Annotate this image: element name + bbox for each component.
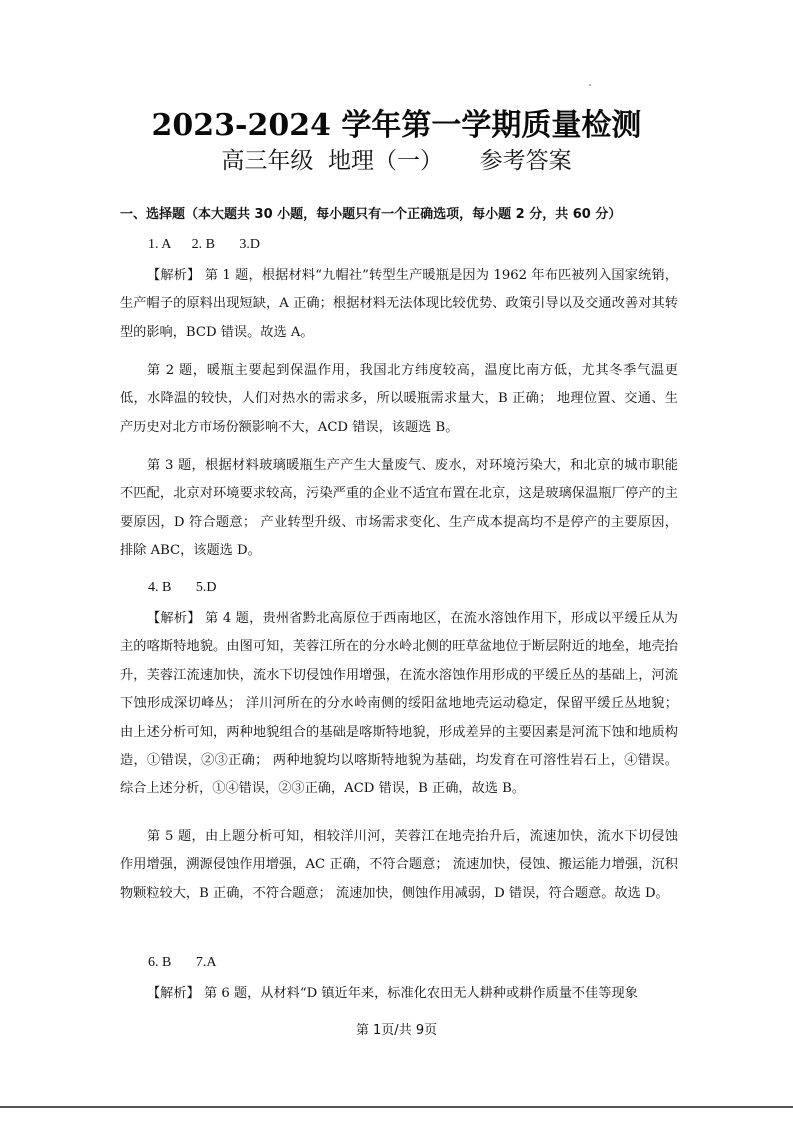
analysis-paragraph bbox=[120, 823, 678, 908]
analysis-paragraph bbox=[120, 357, 678, 442]
analysis-label: 【解析】 bbox=[147, 268, 201, 283]
analysis-paragraph bbox=[120, 605, 678, 804]
section-heading: 一、选择题（本大题共 30 小题，每小题只有一个正确选项，每小题 2 分，共 60 分） bbox=[120, 207, 622, 222]
page-subtitle: 高三年级 地理（一） 参考答案 bbox=[221, 148, 572, 174]
page-bottom-edge bbox=[0, 1106, 793, 1108]
answer-line: 1. A 2. B 3.D bbox=[148, 237, 261, 252]
analysis-label: 【解析】 bbox=[147, 986, 200, 1001]
answer-line: 6. B 7.A bbox=[148, 955, 217, 970]
answer-line: 4. B 5.D bbox=[148, 580, 217, 595]
paragraph-text: 第 2 题，暖瓶主要起到保温作用，我国北方纬度较高，温度比南方低，尤其冬季气温更低，水降温的较快，人们对热水的需求多，所以暖瓶需求量大，B 正确； 地理位置、交通、生产历史对北方市场份额影响不大，ACD 错误，该题选 B。 bbox=[120, 363, 678, 435]
paragraph-text: 第 6 题，从材料“D 镇近年来，标准化农田无人耕种或耕作质量不佳等现象 bbox=[199, 986, 638, 1001]
analysis-paragraph bbox=[120, 452, 678, 566]
scan-speck bbox=[589, 84, 591, 86]
paragraph-text: 第 1 题，根据材料“九帽社”转型生产暖瓶是因为 1962 年布匹被列入国家统销，生产帽子的原料出现短缺，A 正确；根据材料无法体现比较优势、政策引导以及交通改善对其转型的影响，BCD 错误。故选 A。 bbox=[120, 268, 678, 340]
analysis-paragraph bbox=[120, 262, 678, 347]
paragraph-text: 第 4 题，贵州省黔北高原位于西南地区，在流水溶蚀作用下，形成以平缓丘从为主的喀斯特地貌。由图可知，芙蓉江所在的分水岭北侧的旺草盆地位于断层附近的地垒，地壳抬升，芙蓉江流速加快，流水下切侵蚀作用增强，在流水溶蚀作用形成的平缓丘丛的基础上，河流下蚀形成深切峰丛； 洋川河所在的分水岭南侧的绥阳盆地地壳运动稳定，保留平缓丘丛地貌；由上述分析可知，两种地貌组合的基础是喀斯特地貌，形成差异的主要因素是河流下蚀和地质构造，①错误，②③正确； 两种地貌均以喀斯特地貌为基础，均发育在可溶性岩石上，④错误。综合上述分析，①④错误，②③正确，ACD 错误，B 正确，故选 B。 bbox=[120, 611, 678, 797]
page-title: 2023-2024 学年第一学期质量检测 bbox=[151, 108, 642, 143]
analysis-paragraph bbox=[120, 980, 678, 1008]
page-number: 第 1页/共 9页 bbox=[355, 1023, 438, 1038]
paragraph-text: 第 3 题，根据材料玻璃暖瓶生产产生大量废气、废水，对环境污染大，和北京的城市职能不匹配，北京对环境要求较高，污染严重的企业不适宜布置在北京，这是玻璃保温瓶厂停产的主要原因，D 符合题意； 产业转型升级、市场需求变化、生产成本提高均不是停产的主要原因，排除 ABC，该题选 D。 bbox=[120, 458, 678, 559]
paragraph-text: 第 5 题，由上题分析可知，相较洋川河，芙蓉江在地壳抬升后，流速加快，流水下切侵蚀作用增强，溯源侵蚀作用增强，AC 正确，不符合题意； 流速加快，侵蚀、搬运能力增强，沉积物颗粒较大，B 正确，不符合题意； 流速加快，侧蚀作用减弱，D 错误，符合题意。故选 D。 bbox=[120, 829, 678, 901]
analysis-label: 【解析】 bbox=[147, 611, 201, 626]
